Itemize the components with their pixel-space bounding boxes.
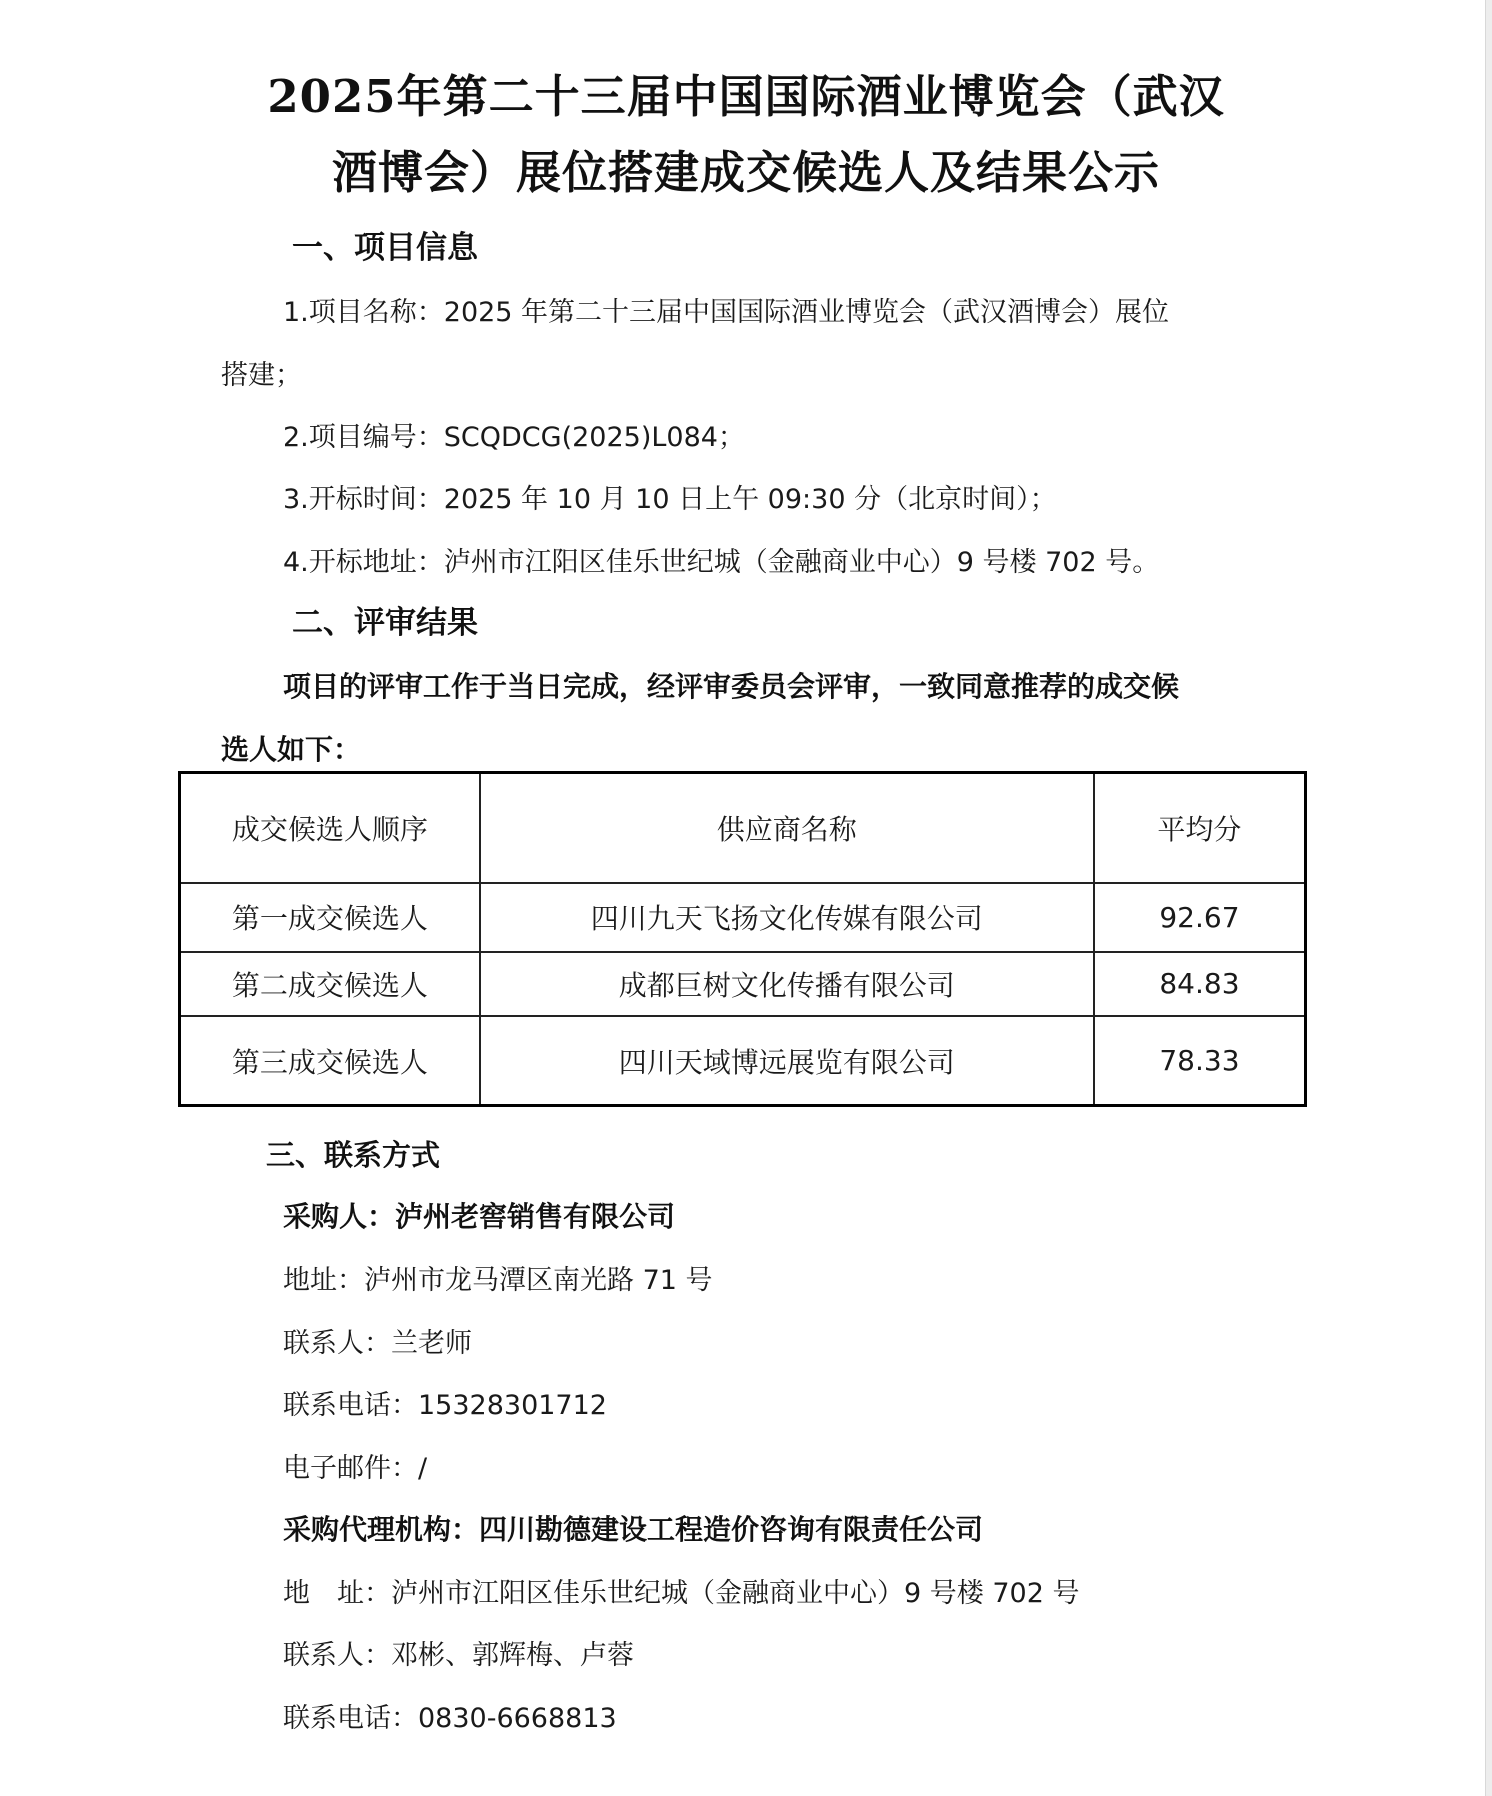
bid-opening-time: 3.开标时间：2025 年 10 月 10 日上午 09:30 分（北京时间）； [283, 484, 1057, 515]
project-number: 2.项目编号：SCQDCG(2025)L084； [283, 422, 745, 453]
section-heading-project-info: 一、项目信息 [292, 230, 478, 266]
page-edge [1486, 0, 1492, 1796]
agency-address: 地 址：泸州市江阳区佳乐世纪城（金融商业中心）9 号楼 702 号 [283, 1578, 1080, 1609]
candidate-rank: 第三成交候选人 [180, 1016, 480, 1105]
candidate-rank: 第二成交候选人 [180, 952, 480, 1017]
supplier-name: 四川九天飞扬文化传媒有限公司 [480, 883, 1094, 952]
supplier-name: 成都巨树文化传播有限公司 [480, 952, 1094, 1017]
bid-opening-address: 4.开标地址：泸州市江阳区佳乐世纪城（金融商业中心）9 号楼 702 号。 [283, 547, 1160, 578]
average-score: 84.83 [1094, 952, 1306, 1017]
table-row [180, 1016, 1306, 1105]
header-rank: 成交候选人顺序 [180, 773, 480, 883]
header-supplier: 供应商名称 [480, 773, 1094, 883]
table-row [180, 952, 1306, 1017]
candidate-table [178, 771, 1307, 1107]
average-score: 78.33 [1094, 1016, 1306, 1105]
section-heading-review-result: 二、评审结果 [292, 605, 478, 641]
purchaser-phone: 联系电话：15328301712 [283, 1390, 607, 1421]
page-title-line-2: 酒博会）展位搭建成交候选人及结果公示 [331, 146, 1160, 199]
purchaser-email: 电子邮件：/ [283, 1453, 428, 1484]
purchaser-name: 采购人：泸州老窖销售有限公司 [283, 1200, 676, 1233]
table-header-row [180, 773, 1306, 883]
agency-phone: 联系电话：0830-6668813 [283, 1703, 617, 1734]
project-name-line-1: 1.项目名称：2025 年第二十三届中国国际酒业博览会（武汉酒博会）展位 [283, 297, 1170, 328]
header-score: 平均分 [1094, 773, 1306, 883]
average-score: 92.67 [1094, 883, 1306, 952]
candidate-rank: 第一成交候选人 [180, 883, 480, 952]
table-row [180, 883, 1306, 952]
purchaser-contact: 联系人：兰老师 [283, 1328, 472, 1359]
agency-contact: 联系人：邓彬、郭辉梅、卢蓉 [283, 1640, 634, 1671]
page-title-line-1: 2025年第二十三届中国国际酒业博览会（武汉 [267, 70, 1225, 123]
project-name-line-2: 搭建； [221, 360, 302, 391]
purchaser-address: 地址：泸州市龙马潭区南光路 71 号 [283, 1265, 713, 1296]
review-intro-line-2: 选人如下： [221, 733, 362, 766]
supplier-name: 四川天域博远展览有限公司 [480, 1016, 1094, 1105]
agency-name: 采购代理机构：四川勘德建设工程造价咨询有限责任公司 [283, 1513, 984, 1546]
section-heading-contact: 三、联系方式 [266, 1138, 441, 1172]
review-intro-line-1: 项目的评审工作于当日完成，经评审委员会评审，一致同意推荐的成交候 [283, 670, 1180, 703]
